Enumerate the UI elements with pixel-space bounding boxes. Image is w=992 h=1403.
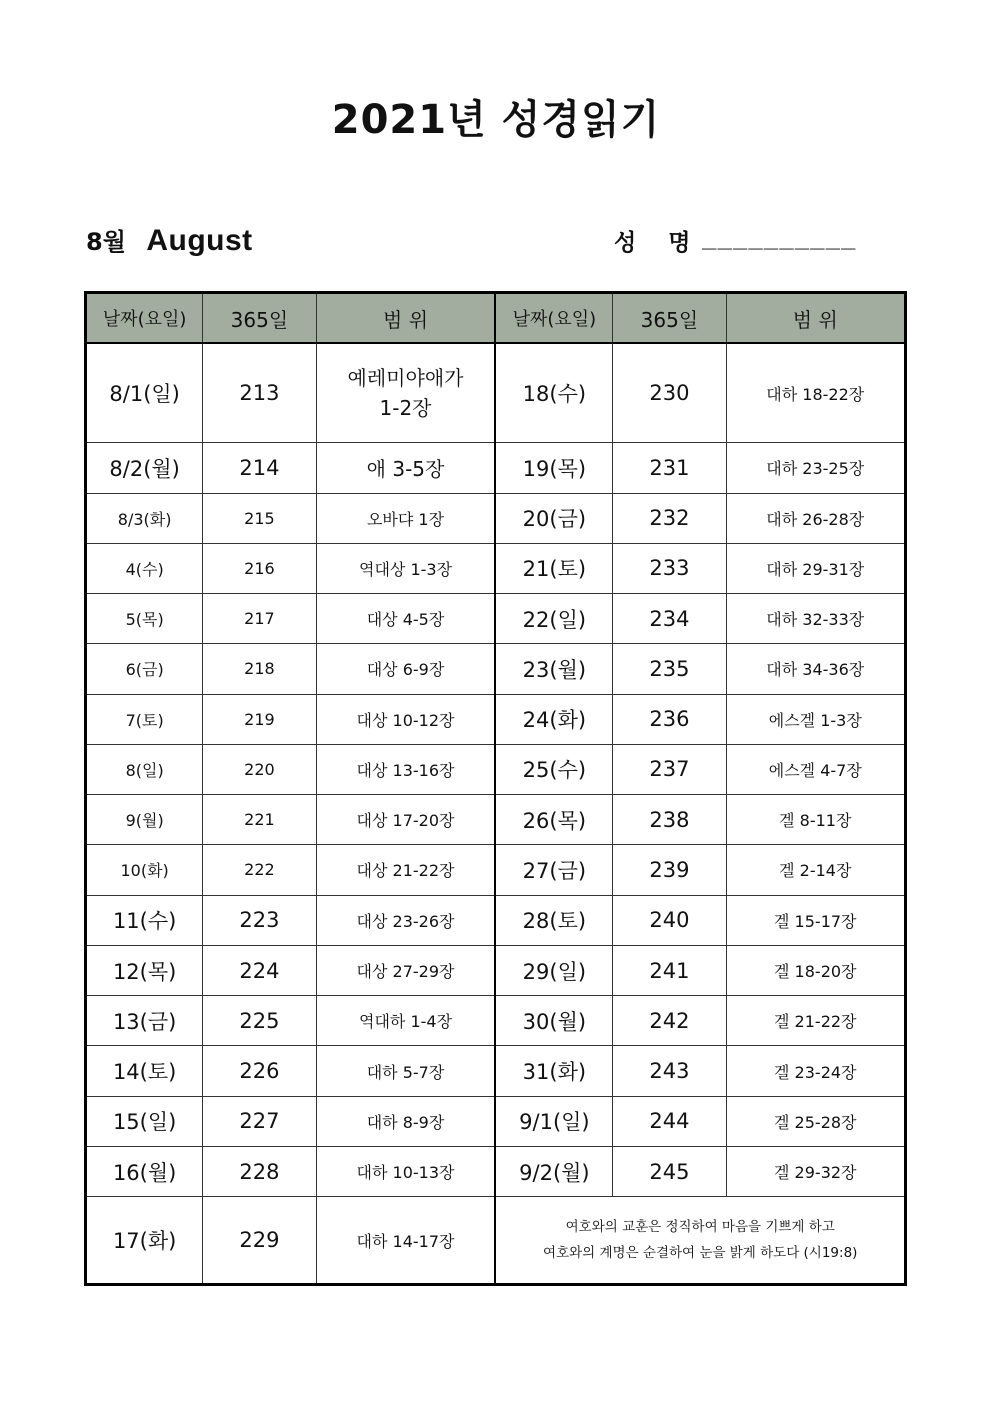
header-date-left: 날짜(요일) [86,293,203,344]
range-cell: 대하 18-22장 [726,343,905,443]
range-cell: 예레미야애가 1-2장 [316,343,495,443]
date-cell: 28(토) [495,895,612,945]
verse-cell [495,1197,905,1285]
table-row [86,343,906,443]
day-number-cell: 243 [613,1046,726,1096]
range-cell: 대하 34-36장 [726,644,905,694]
day-number-cell: 223 [203,895,316,945]
verse-line-1: 여호와의 교훈은 정직하여 마음을 기쁘게 하고 [565,1219,835,1236]
table-row [86,845,906,895]
date-cell: 25(수) [495,744,612,794]
table-row [86,1046,906,1096]
date-cell: 29(일) [495,945,612,995]
date-cell: 30(월) [495,996,612,1046]
range-cell: 대상 23-26장 [316,895,495,945]
date-cell: 9/2(월) [495,1146,612,1196]
day-number-cell: 240 [613,895,726,945]
date-cell: 21(토) [495,543,612,593]
range-cell: 겔 15-17장 [726,895,905,945]
day-number-cell: 218 [203,644,316,694]
range-cell: 대상 4-5장 [316,594,495,644]
day-number-cell: 244 [613,1096,726,1146]
table-row [86,493,906,543]
range-cell: 대하 29-31장 [726,543,905,593]
day-number-cell: 237 [613,744,726,794]
name-blank-field: __________ [702,222,857,250]
date-cell: 15(일) [86,1096,203,1146]
day-number-cell: 216 [203,543,316,593]
date-cell: 7(토) [86,694,203,744]
table-row [86,1096,906,1146]
day-number-cell: 245 [613,1146,726,1196]
table-row [86,945,906,995]
date-cell: 8(일) [86,744,203,794]
day-number-cell: 236 [613,694,726,744]
table-row [86,744,906,794]
date-cell: 27(금) [495,845,612,895]
verse-line-2: 여호와의 계명은 순결하여 눈을 밝게 하도다 (시19:8) [543,1245,858,1262]
range-cell: 대상 13-16장 [316,744,495,794]
table-row [86,594,906,644]
table-row [86,1146,906,1196]
day-number-cell: 226 [203,1046,316,1096]
date-cell: 4(수) [86,543,203,593]
month-number: 8월 [86,228,126,256]
table-row [86,996,906,1046]
range-cell: 에스겔 1-3장 [726,694,905,744]
month-english: August [146,224,253,257]
day-number-cell: 214 [203,443,316,493]
range-cell: 역대하 1-4장 [316,996,495,1046]
date-cell: 18(수) [495,343,612,443]
table-header-row [86,293,906,344]
page-title: 2021년 성경읽기 [331,97,661,143]
day-number-cell: 229 [203,1197,316,1285]
range-cell: 겔 2-14장 [726,845,905,895]
range-cell: 대상 27-29장 [316,945,495,995]
day-number-cell: 230 [613,343,726,443]
range-cell: 대하 8-9장 [316,1096,495,1146]
table-row [86,694,906,744]
day-number-cell: 224 [203,945,316,995]
range-cell: 대하 5-7장 [316,1046,495,1096]
date-cell: 8/1(일) [86,343,203,443]
range-cell: 대하 26-28장 [726,493,905,543]
month-heading [86,222,253,258]
table-row [86,1197,906,1285]
date-cell: 11(수) [86,895,203,945]
range-cell: 대하 14-17장 [316,1197,495,1285]
range-cell: 대상 6-9장 [316,644,495,694]
date-cell: 17(화) [86,1197,203,1285]
table-row [86,795,906,845]
date-cell: 5(목) [86,594,203,644]
range-cell: 대하 32-33장 [726,594,905,644]
date-cell: 31(화) [495,1046,612,1096]
day-number-cell: 225 [203,996,316,1046]
table-row [86,443,906,493]
range-cell: 오바댜 1장 [316,493,495,543]
date-cell: 24(화) [495,694,612,744]
day-number-cell: 234 [613,594,726,644]
day-number-cell: 233 [613,543,726,593]
day-number-cell: 241 [613,945,726,995]
header-range-left: 범 위 [316,293,495,344]
day-number-cell: 227 [203,1096,316,1146]
range-cell: 겔 18-20장 [726,945,905,995]
range-cell: 대하 23-25장 [726,443,905,493]
date-cell: 26(목) [495,795,612,845]
range-cell: 대상 21-22장 [316,845,495,895]
date-cell: 16(월) [86,1146,203,1196]
header-day-left: 365일 [203,293,316,344]
date-cell: 9/1(일) [495,1096,612,1146]
day-number-cell: 231 [613,443,726,493]
date-cell: 20(금) [495,493,612,543]
date-cell: 6(금) [86,644,203,694]
day-number-cell: 213 [203,343,316,443]
range-cell: 겔 25-28장 [726,1096,905,1146]
table-row [86,543,906,593]
day-number-cell: 215 [203,493,316,543]
day-number-cell: 220 [203,744,316,794]
day-number-cell: 219 [203,694,316,744]
date-cell: 8/3(화) [86,493,203,543]
range-cell: 대하 10-13장 [316,1146,495,1196]
header-range-right: 범 위 [726,293,905,344]
day-number-cell: 238 [613,795,726,845]
header-day-right: 365일 [613,293,726,344]
range-cell: 대상 10-12장 [316,694,495,744]
date-cell: 9(월) [86,795,203,845]
reading-schedule-table [84,291,907,1286]
range-cell: 역대상 1-3장 [316,543,495,593]
date-cell: 22(일) [495,594,612,644]
range-cell: 대상 17-20장 [316,795,495,845]
day-number-cell: 239 [613,845,726,895]
date-cell: 14(토) [86,1046,203,1096]
header-date-right: 날짜(요일) [495,293,612,344]
range-cell: 겔 21-22장 [726,996,905,1046]
day-number-cell: 222 [203,845,316,895]
day-number-cell: 221 [203,795,316,845]
date-cell: 12(목) [86,945,203,995]
range-cell: 에스겔 4-7장 [726,744,905,794]
range-cell: 겔 8-11장 [726,795,905,845]
date-cell: 8/2(월) [86,443,203,493]
date-cell: 23(월) [495,644,612,694]
range-cell: 겔 29-32장 [726,1146,905,1196]
date-cell: 19(목) [495,443,612,493]
day-number-cell: 228 [203,1146,316,1196]
day-number-cell: 235 [613,644,726,694]
range-cell: 애 3-5장 [316,443,495,493]
day-number-cell: 242 [613,996,726,1046]
day-number-cell: 232 [613,493,726,543]
range-cell: 겔 23-24장 [726,1046,905,1096]
date-cell: 10(화) [86,845,203,895]
name-label: 성 명 [614,230,703,256]
date-cell: 13(금) [86,996,203,1046]
day-number-cell: 217 [203,594,316,644]
table-row [86,644,906,694]
table-row [86,895,906,945]
